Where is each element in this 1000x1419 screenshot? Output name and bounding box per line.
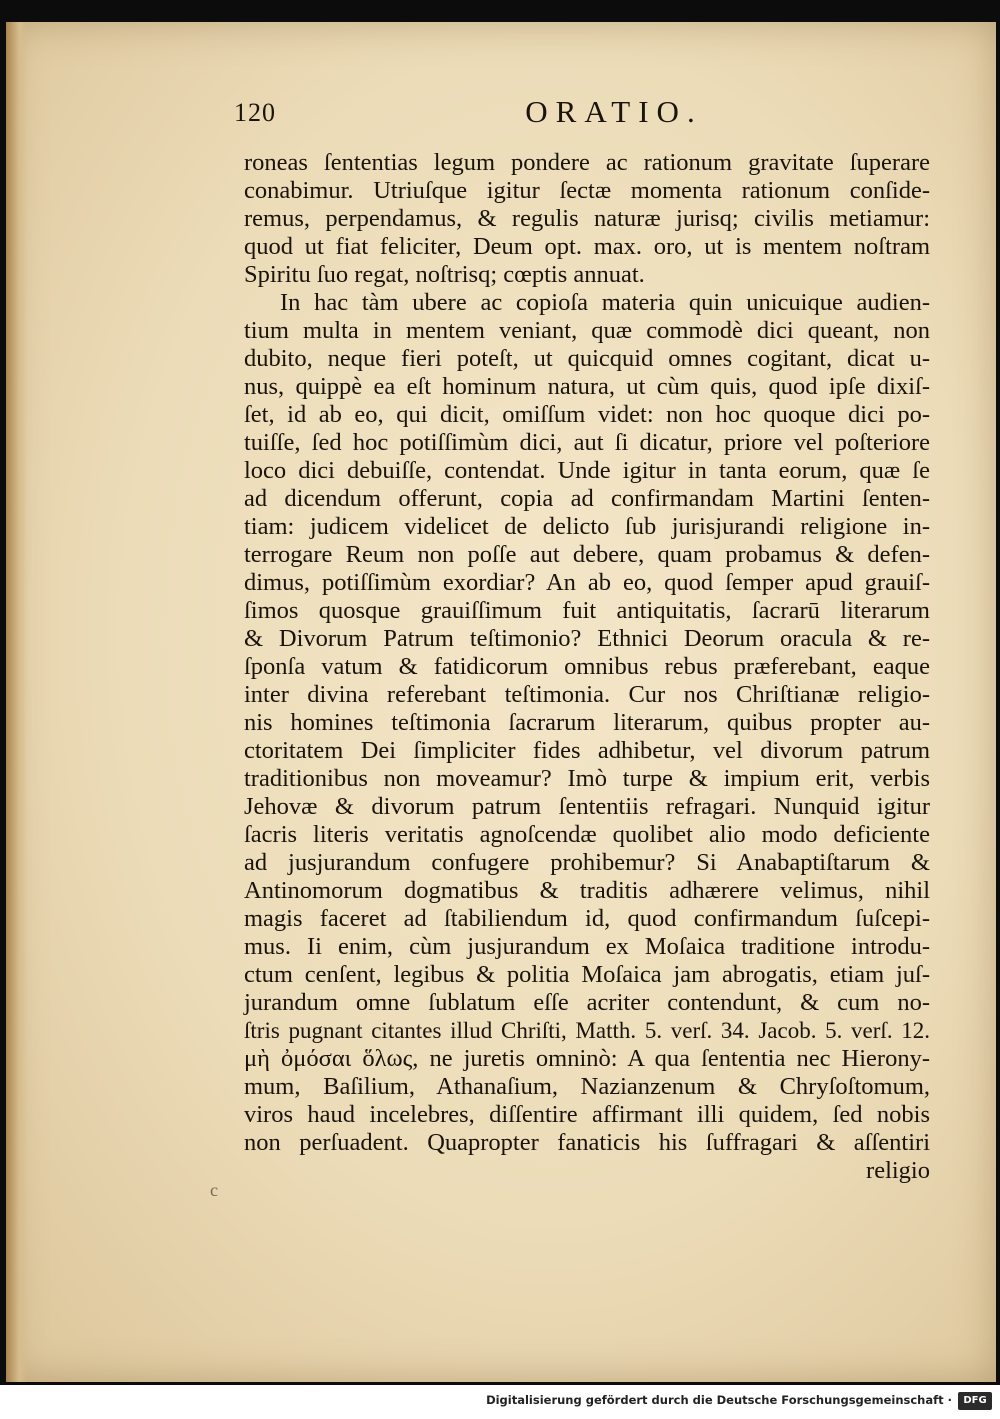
page-header [234, 94, 934, 134]
text-line: nus, quippè ea eſt hominum natura, ut cùm quis, quod ipſe dixiſ- [244, 373, 930, 400]
text-line: Antinomorum dogmatibus & traditis adhærere velimus, nihil [244, 877, 930, 904]
text-line: tuiſſe, ſed hoc potiſſimùm dici, aut ſi dicatur, priore vel poſteriore [244, 429, 930, 456]
text-line: tium multa in mentem veniant, quæ commodè dici queant, non [244, 317, 930, 344]
text-line: Spiritu ſuo regat, noſtrisq; cœptis annuat. [244, 261, 645, 288]
margin-mark: c [210, 1180, 218, 1200]
text-line: inter divina referebant teſtimonia. Cur nos Chriſtianæ religio- [244, 681, 930, 708]
funding-credit: Digitalisierung gefördert durch die Deutsche Forschungsgemeinschaft · [486, 1393, 952, 1407]
text-line: ad jusjurandum confugere prohibemur? Si Anabaptiſtarum & [244, 849, 930, 876]
text-line: mus. Ii enim, cùm jusjurandum ex Moſaica traditione introdu- [244, 933, 930, 960]
page-number: 120 [234, 98, 276, 127]
text-line: & Divorum Patrum teſtimonio? Ethnici Deorum oracula & re- [244, 625, 930, 652]
text-line: viros haud incelebres, diſſentire affirmant illi quidem, ſed nobis [244, 1101, 930, 1128]
text-line: quod ut fiat feliciter, Deum opt. max. oro, ut is mentem noſtram [244, 233, 930, 260]
text-line: ſacris literis veritatis agnoſcendæ quolibet alio modo deficiente [244, 821, 930, 848]
text-line: dubito, neque fieri poteſt, ut quicquid omnes cogitant, dicat u- [244, 345, 930, 372]
text-line: μὴ ὀμόσαι ὅλως, ne juretis omninò: A qua ſententia nec Hierony- [244, 1045, 930, 1072]
text-line: ſtris pugnant citantes illud Chriſti, Matth. 5. verſ. 34. Jacob. 5. verſ. 12. [244, 1018, 930, 1043]
text-line: conabimur. Utriuſque igitur ſectæ momenta rationum conſide- [244, 177, 930, 204]
text-line: ad dicendum offerunt, copia ad confirmandam Martini ſenten- [244, 485, 930, 512]
text-line: mum, Baſilium, Athanaſium, Nazianzenum & Chryſoſtomum, [244, 1073, 930, 1100]
dfg-logo-icon: DFG [958, 1392, 992, 1410]
text-line: In hac tàm ubere ac copioſa materia quin unicuique audien- [280, 289, 930, 316]
text-line: traditionibus non moveamur? Imò turpe & impium erit, verbis [244, 765, 930, 792]
text-line: ctum cenſent, legibus & politia Moſaica jam abrogatis, etiam juſ- [244, 961, 930, 988]
page-gutter-shadow [6, 22, 28, 1382]
text-line: remus, perpendamus, & regulis naturæ jurisq; civilis metiamur: [244, 205, 930, 232]
body-text [244, 137, 934, 1237]
text-line: Jehovæ & divorum patrum ſententiis refragari. Nunquid igitur [244, 793, 930, 820]
text-line: loco dici debuiſſe, contendat. Unde igitur in tanta eorum, quæ ſe [244, 457, 930, 484]
footer-bar [0, 1385, 1000, 1419]
text-line: nis homines teſtimonia ſacrarum literarum, quibus propter au- [244, 709, 930, 736]
text-line: jurandum omne ſublatum eſſe acriter contendunt, & cum no- [244, 989, 930, 1016]
text-line: terrogare Reum non poſſe aut debere, quam probamus & defen- [244, 541, 930, 568]
text-line: tiam: judicem videlicet de delicto ſub jurisjurandi religione in- [244, 513, 930, 540]
text-line: non perſuadent. Quapropter fanaticis his ſuffragari & aſſentiri [244, 1129, 930, 1156]
text-line: dimus, potiſſimùm exordiar? An ab eo, quod ſemper apud grauiſ- [244, 569, 930, 596]
catchword: religio [866, 1157, 930, 1184]
text-line: roneas ſententias legum pondere ac rationum gravitate ſuperare [244, 149, 930, 176]
text-line: ſet, id ab eo, qui dicit, omiſſum videt: non hoc quoque dici po- [244, 401, 930, 428]
text-line: ſponſa vatum & fatidicorum omnibus rebus præferebant, eaque [244, 653, 930, 680]
text-line: magis faceret ad ſtabiliendum id, quod confirmandum ſuſcepi- [244, 905, 930, 932]
running-title: ORATIO. [525, 94, 703, 129]
text-line: ſimos quosque grauiſſimum fuit antiquitatis, ſacrarū literarum [244, 597, 930, 624]
text-line: ctoritatem Dei ſimpliciter fides adhibetur, vel divorum patrum [244, 737, 930, 764]
